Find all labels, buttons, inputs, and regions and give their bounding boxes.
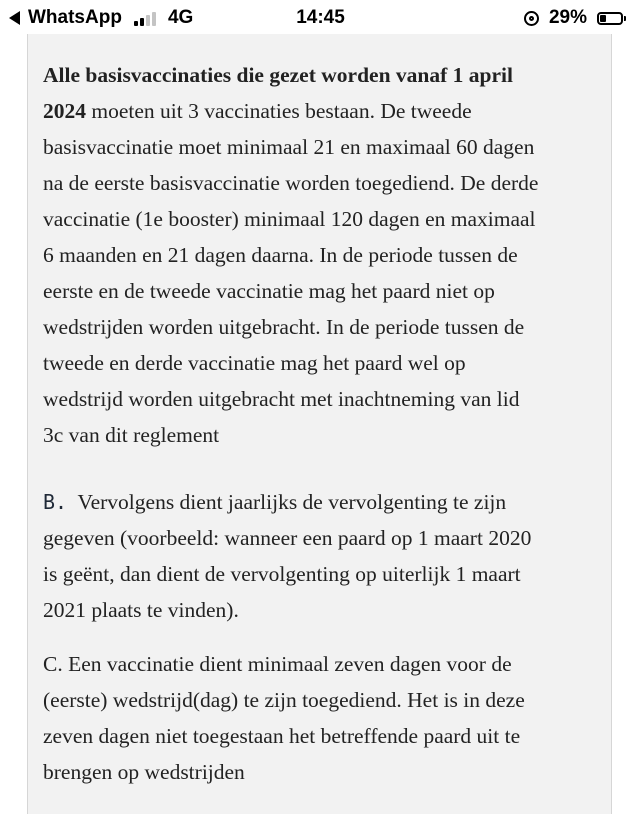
paragraph-b-marker: B. (43, 490, 68, 514)
status-bar (0, 0, 641, 34)
paragraph-c-line: brengen op wedstrijden (43, 760, 245, 784)
back-to-app-label[interactable]: WhatsApp (28, 7, 122, 28)
paragraph-c (43, 646, 608, 790)
paragraph-a-line: na de eerste basisvaccinatie worden toegediend. De derde (43, 171, 539, 195)
battery-fill (600, 15, 606, 22)
paragraph-c-line: C. Een vaccinatie dient minimaal zeven dagen voor de (43, 652, 512, 676)
paragraph-a-bold-year: 2024 (43, 99, 86, 123)
paragraph-b-line: 2021 plaats te vinden). (43, 598, 239, 622)
paragraph-a-line: wedstrijden worden uitgebracht. In de periode tussen de (43, 315, 525, 339)
network-type: 4G (167, 7, 194, 28)
paragraph-b-line1: Vervolgens dient jaarlijks de vervolgenting te zijn (67, 490, 507, 514)
paragraph-a-line: 3c van dit reglement (43, 423, 220, 447)
paragraph-a-line: eerste en de tweede vaccinatie mag het paard niet op (43, 279, 495, 303)
paragraph-a-line: 6 maanden en 21 dagen daarna. In de periode tussen de (43, 243, 518, 267)
paragraph-c-line: zeven dagen niet toegestaan het betreffende paard uit te (43, 724, 521, 748)
clock: 14:45 (296, 7, 345, 28)
article-content (27, 34, 612, 814)
orientation-lock-icon (524, 11, 539, 26)
paragraph-a-line: vaccinatie (1e booster) minimaal 120 dagen en maximaal (43, 207, 536, 231)
paragraph-a-line2: moeten uit 3 vaccinaties bestaan. De tweede (86, 99, 472, 123)
paragraph-a-line: basisvaccinatie moet minimaal 21 en maximaal 60 dagen (43, 135, 535, 159)
battery-percentage: 29% (548, 7, 587, 28)
paragraph-c-line: (eerste) wedstrijd(dag) te zijn toegediend. Het is in deze (43, 688, 525, 712)
paragraph-a (43, 57, 608, 453)
paragraph-a-line: wedstrijd worden uitgebracht met inachtneming van lid (43, 387, 520, 411)
battery-icon (597, 12, 623, 25)
paragraph-b-line: is geënt, dan dient de vervolgenting op uiterlijk 1 maart (43, 562, 521, 586)
paragraph-b (43, 484, 608, 628)
paragraph-a-bold-line1: Alle basisvaccinaties die gezet worden vanaf 1 april (43, 63, 513, 87)
paragraph-b-line: gegeven (voorbeeld: wanneer een paard op 1 maart 2020 (43, 526, 532, 550)
paragraph-a-line: tweede en derde vaccinatie mag het paard wel op (43, 351, 466, 375)
